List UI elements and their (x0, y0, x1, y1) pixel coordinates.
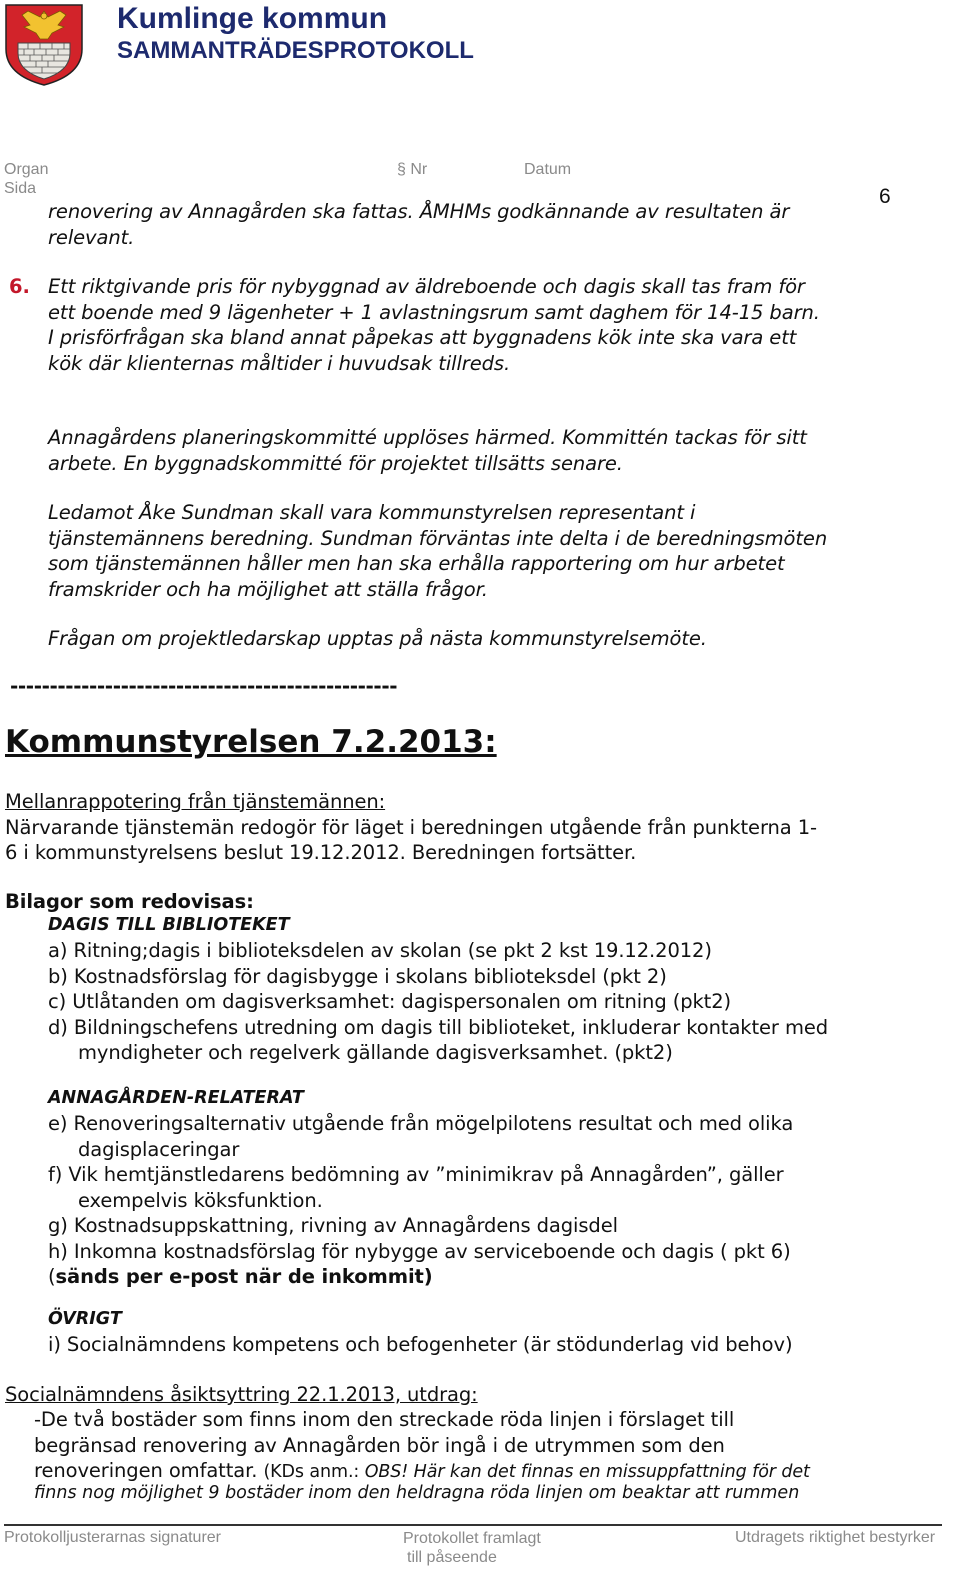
list-item: g) Kostnadsuppskattning, rivning av Annagårdens dagisdel (48, 1214, 618, 1237)
attachment-list-dagis (48, 938, 828, 1066)
nr-label: § Nr (397, 161, 428, 178)
group-heading-ovrigt: ÖVRIGT (48, 1309, 122, 1329)
list-item: b) Kostnadsförslag för dagisbygge i skolans biblioteksdel (pkt 2) (48, 964, 667, 988)
list-item: e) Renoveringsalternativ utgående från mögelpilotens resultat och med olika (48, 1112, 794, 1135)
separator-line: ------------------------------------------------- (10, 674, 398, 698)
planning-committee-paragraph (48, 425, 807, 476)
presented-label-line: Protokollet framlagt (403, 1530, 541, 1547)
interim-report-section (5, 789, 817, 866)
item-6-text (48, 274, 820, 376)
extract-certified-label: Utdragets riktighet bestyrker (735, 1529, 936, 1546)
presented-label (403, 1529, 541, 1567)
body-continuation (48, 199, 789, 250)
text-line: Ledamot Åke Sundman skall vara kommunstyrelsen representant i (48, 501, 696, 524)
list-item: i) Socialnämndens kompetens och befogenheter (är stödunderlag vid behov) (48, 1333, 793, 1356)
text-line: Ett riktgivande pris för nybyggnad av äldreboende och dagis skall tas fram för (48, 275, 805, 298)
attachment-list-annagarden (48, 1111, 793, 1290)
list-item-continuation: myndigheter och regelverk gällande dagisverksamhet. (pkt2) (78, 1041, 673, 1064)
social-board-excerpt (34, 1407, 810, 1486)
page-number: 6 (879, 185, 891, 208)
text-line: relevant. (48, 225, 135, 249)
item-6-number: 6. (9, 275, 30, 298)
interim-report-heading: Mellanrappotering från tjänstemännen: (5, 790, 386, 813)
text-line: begränsad renovering av Annagården bör ingå i de utrymmen som den (34, 1433, 725, 1457)
text-line: 6 i kommunstyrelsens beslut 19.12.2012. Beredningen fortsätter. (5, 841, 637, 864)
list-item: a) Ritning;dagis i biblioteksdelen av skolan (se pkt 2 kst 19.12.2012) (48, 939, 712, 962)
attachments-heading: Bilagor som redovisas: (5, 890, 254, 913)
datum-label: Datum (524, 161, 572, 178)
list-item: c) Utlåtanden om dagisverksamhet: dagispersonalen om ritning (pkt2) (48, 990, 732, 1013)
sida-label: Sida (4, 180, 37, 197)
organ-label: Organ (4, 161, 49, 178)
list-item: f) Vik hemtjänstledarens bedömning av ”minimikrav på Annagården”, gäller (48, 1163, 784, 1186)
list-item-continuation: dagisplaceringar (78, 1137, 240, 1161)
text-line: som tjänstemännen håller men han ska erhålla rapportering om hur arbetet (48, 552, 785, 575)
list-item: h) Inkomna kostnadsförslag för nybygge av serviceboende och dagis ( pkt 6) (48, 1239, 791, 1263)
text-line: tjänstemännens beredning. Sundman förväntas inte delta i de beredningsmöten (48, 526, 828, 550)
text-line: -De två bostäder som finns inom den streckade röda linjen i förslaget till (34, 1408, 735, 1431)
coat-of-arms-logo (4, 3, 84, 87)
list-item: d) Bildningschefens utredning om dagis till biblioteket, inkluderar kontakter med (48, 1015, 829, 1039)
project-lead-paragraph: Frågan om projektledarskap upptas på nästa kommunstyrelsemöte. (48, 627, 707, 650)
text-line: finns nog möjlighet 9 bostäder inom den heldragna röda linjen om beaktar att rummen (34, 1483, 800, 1503)
list-item-continuation: exempelvis köksfunktion. (78, 1188, 323, 1212)
text-line: renoveringen omfattar. (KDs anm.: OBS! Här kan det finnas en missuppfattning för det (34, 1459, 810, 1482)
group-heading-dagis: DAGIS TILL BIBLIOTEKET (48, 915, 290, 935)
social-board-heading: Socialnämndens åsiktsyttring 22.1.2013, utdrag: (5, 1383, 478, 1406)
municipality-name: Kumlinge kommun (117, 2, 388, 35)
member-paragraph (48, 500, 827, 602)
text-line: framskrider och ha möjlighet att ställa frågor. (48, 577, 488, 601)
text-line: ett boende med 9 lägenheter + 1 avlastningsrum samt daghem för 14-15 barn. (48, 300, 820, 324)
document-type: SAMMANTRÄDESPROTOKOLL (117, 37, 474, 64)
signatures-label: Protokolljusterarnas signaturer (4, 1529, 221, 1546)
presented-label-line: till påseende (407, 1549, 497, 1566)
text-line: I prisförfrågan ska bland annat påpekas att byggnadens kök inte ska vara ett (48, 326, 797, 349)
text-line: kök där klienternas måltider i huvudsak tillreds. (48, 351, 511, 375)
group-heading-annagarden: ANNAGÅRDEN-RELATERAT (48, 1088, 304, 1108)
section-title: Kommunstyrelsen 7.2.2013: (5, 724, 497, 760)
text-line: renovering av Annagården ska fattas. ÅMHMs godkännande av resultaten är (48, 200, 790, 223)
text-line: Närvarande tjänstemän redogör för läget i beredningen utgående från punkterna 1- (5, 815, 817, 839)
footer-rule (4, 1524, 942, 1526)
list-item-continuation: (sänds per e-post när de inkommit) (48, 1265, 433, 1288)
text-line: arbete. En byggnadskommitté för projektet tillsätts senare. (48, 451, 623, 475)
text-line: Annagårdens planeringskommitté upplöses härmed. Kommittén tackas för sitt (48, 426, 807, 449)
